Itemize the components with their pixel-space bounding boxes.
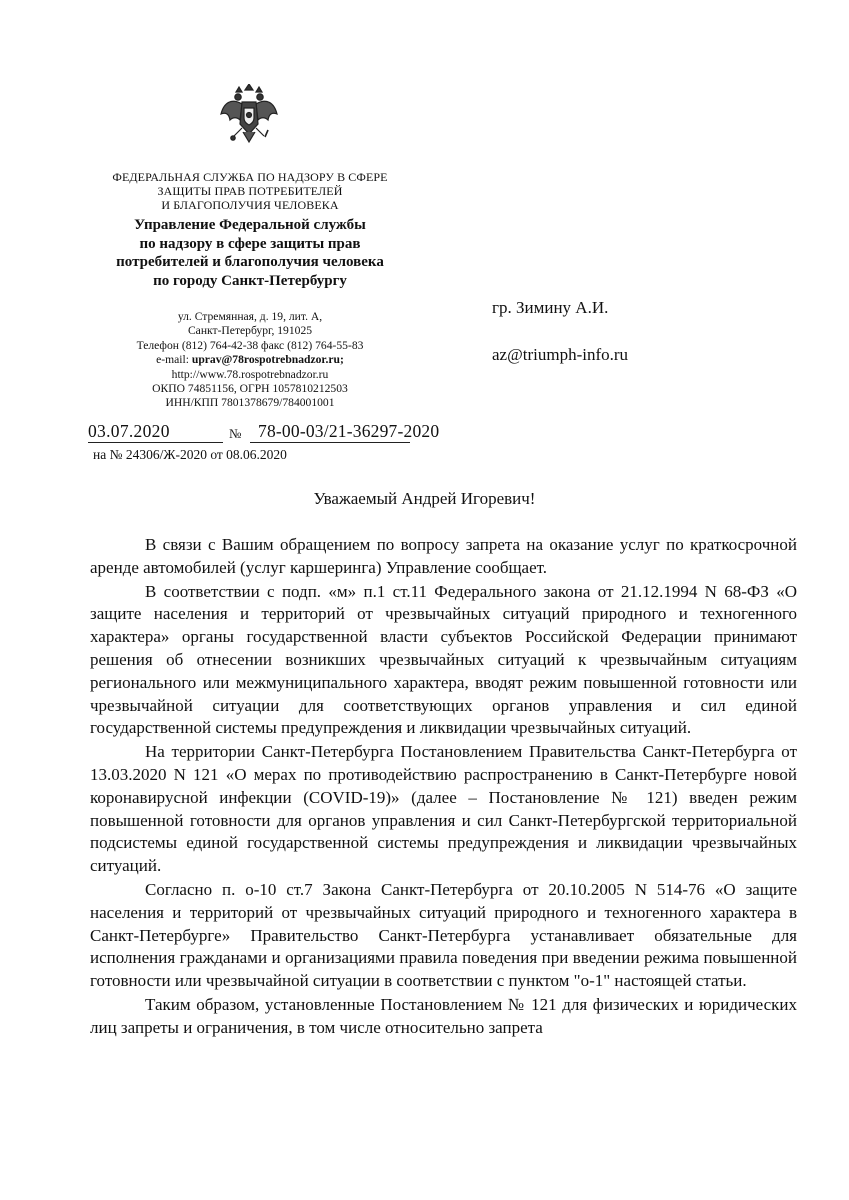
- agency-name: [100, 170, 400, 212]
- department-line: по надзору в сфере защиты прав: [139, 235, 361, 252]
- recipient-name: гр. Зимину А.И.: [492, 298, 609, 317]
- email-prefix: e-mail:: [156, 353, 192, 367]
- address-street: ул. Стремянная, д. 19, лит. А,: [177, 310, 323, 323]
- department-line: по городу Санкт-Петербургу: [153, 272, 347, 289]
- address-inn: ИНН/КПП 7801378679/784001001: [165, 396, 335, 410]
- agency-line: И БЛАГОПОЛУЧИЯ ЧЕЛОВЕКА: [161, 198, 339, 212]
- department-line: потребителей и благополучия человека: [116, 254, 384, 270]
- paragraph: В связи с Вашим обращением по вопросу запрета на оказание услуг по краткосрочной аренде автомобилей (услуг каршеринга) Управление сообщает.: [90, 535, 797, 577]
- salutation: Уважаемый Андрей Игоревич!: [313, 489, 536, 508]
- address-website[interactable]: http://www.78.rospotrebnadzor.ru: [171, 367, 329, 381]
- letter-number: 78-00-03/21-36297-2020: [258, 421, 440, 441]
- department-name: [85, 216, 415, 290]
- number-sign: №: [229, 426, 242, 441]
- address-okpo: ОКПО 74851156, ОГРН 1057810212503: [152, 382, 348, 396]
- agency-line: ФЕДЕРАЛЬНАЯ СЛУЖБА ПО НАДЗОРУ В СФЕРЕ: [112, 170, 388, 184]
- recipient-email[interactable]: az@triumph-info.ru: [492, 345, 629, 364]
- department-line: Управление Федеральной службы: [134, 217, 366, 233]
- coat-of-arms-emblem: [218, 84, 280, 156]
- address-city: Санкт-Петербург, 191025: [187, 324, 313, 338]
- letter-date: 03.07.2020: [88, 420, 223, 443]
- address-phone: Телефон (812) 764-42-38 факс (812) 764-55-83: [136, 338, 364, 352]
- address-email: [100, 353, 400, 367]
- letter-body: [90, 534, 797, 1040]
- paragraph: На территории Санкт-Петербурга Постановлением Правительства Санкт-Петербурга от 13.03.2020 N 121 «О мерах по противодействию распространению в Санкт-Петербурге новой коронавирусной инфекции (COVID-19)» (далее – Постановление № 121) введен режим повышенной готовности для органов управления и сил Санкт-Петербургской территориальной подсистемы единой государственной системы предупреждения и ликвидации чрезвычайных ситуаций.: [90, 742, 797, 876]
- email-link[interactable]: uprav@78rospotrebnadzor.ru;: [191, 353, 344, 367]
- paragraph: В соответствии с подп. «м» п.1 ст.11 Федерального закона от 21.12.1994 N 68-ФЗ «О защите населения и территорий от чрезвычайных ситуаций природного и техногенного характера» органы государственной власти субъектов Российской Федерации принимают решения об отнесении возникших чрезвычайных ситуаций к чрезвычайным ситуациям регионального или межмуниципального характера, вводят режим повышенной готовности или чрезвычайной ситуации для соответствующих органов управления и сил единой государственной системы предупреждения и ликвидации чрезвычайных ситуаций.: [90, 581, 797, 738]
- reference-line: на № 24306/Ж-2020 от 08.06.2020: [93, 447, 287, 462]
- paragraph: Согласно п. о-10 ст.7 Закона Санкт-Петербурга от 20.10.2005 N 514-76 «О защите населения и территорий от чрезвычайных ситуаций природного и техногенного характера в Санкт-Петербурге» Правительство Санкт-Петербурга устанавливает обязательные для исполнения гражданами и организациями правила поведения при введении режима повышенной готовности или чрезвычайной ситуации в соответствии с пунктом "о-1" настоящей статьи.: [90, 879, 797, 991]
- agency-line: ЗАЩИТЫ ПРАВ ПОТРЕБИТЕЛЕЙ: [157, 184, 343, 198]
- paragraph: Таким образом, установленные Постановлением № 121 для физических и юридических лиц запреты и ограничения, в том числе относительно запрета: [90, 994, 797, 1037]
- agency-contacts: [100, 310, 400, 411]
